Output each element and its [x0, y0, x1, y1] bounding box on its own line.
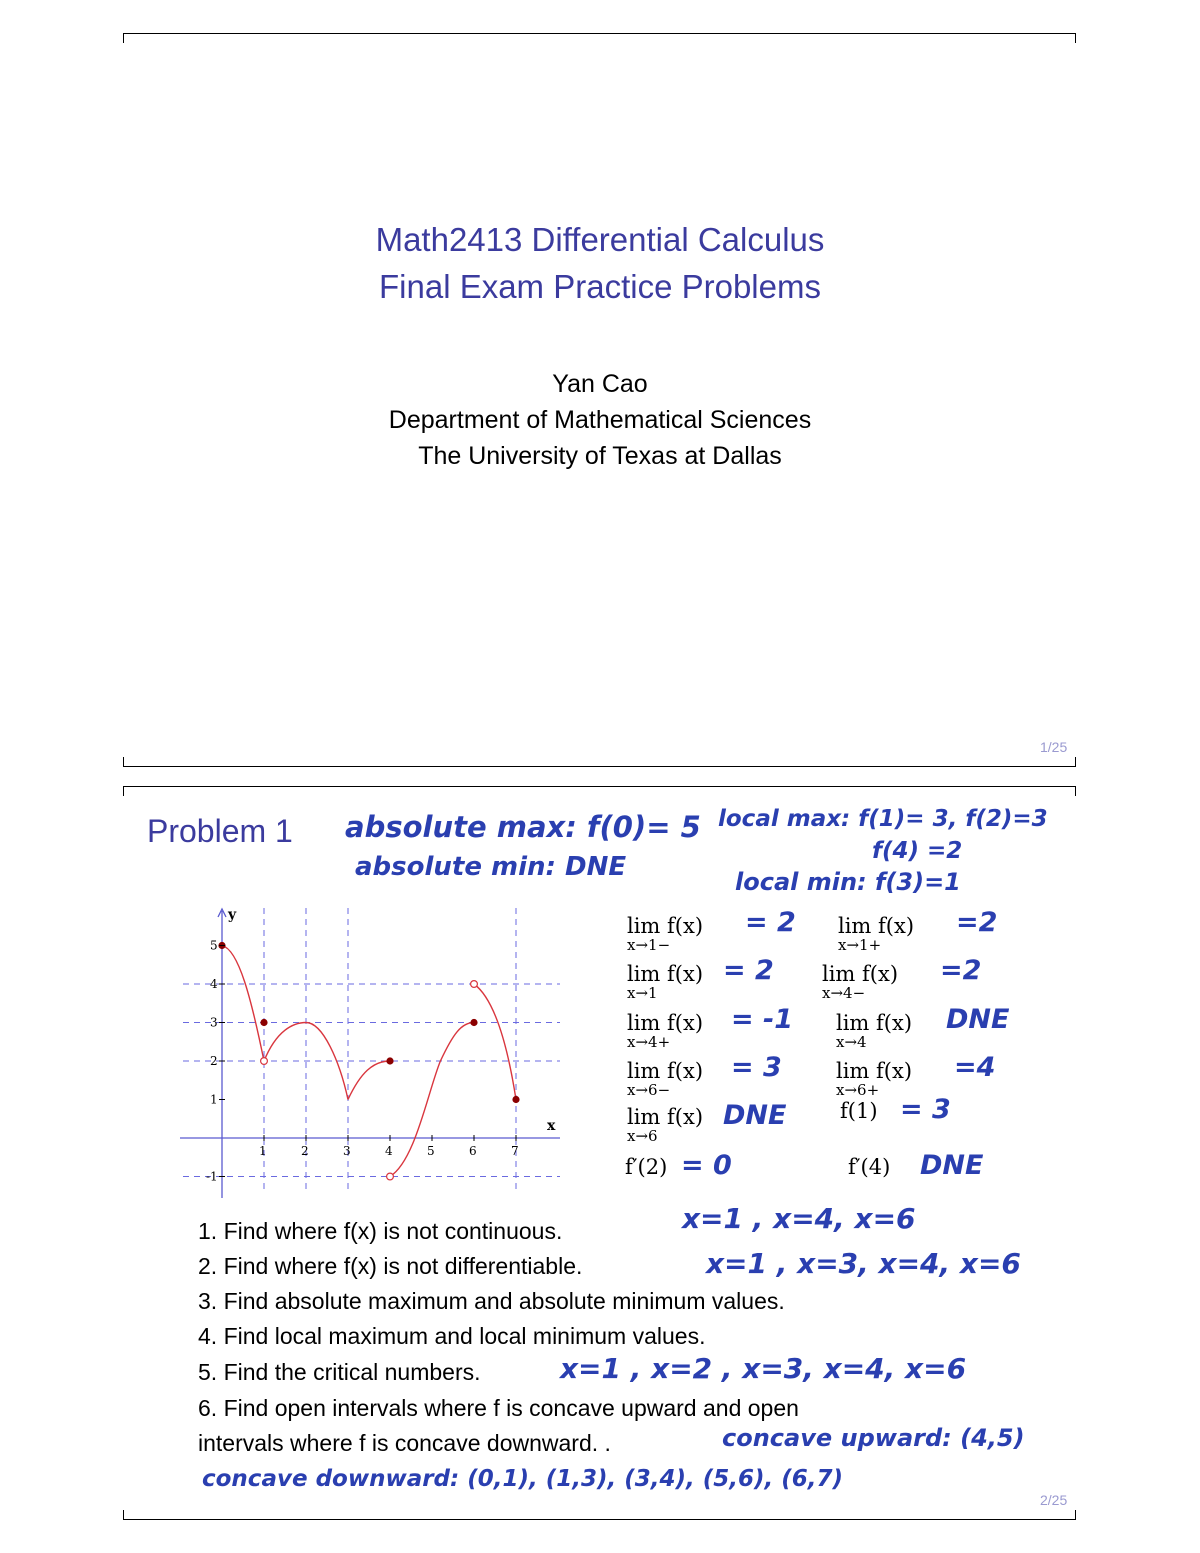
x-tick-label: 5 [427, 1144, 435, 1158]
limit-2 [838, 915, 914, 953]
hw-local-max-2: f(4) =2 [872, 838, 963, 864]
slide2-bottom-left-tick [123, 1510, 124, 1520]
limit-subscript: x→4+ [627, 1033, 671, 1051]
limit-subscript: x→6− [627, 1081, 671, 1099]
question-2-text: 2. Find where f(x) is not differentiable. [198, 1253, 583, 1279]
limit-5 [627, 1012, 703, 1050]
slide1-top-border [123, 33, 1076, 34]
limit-expression: f′(2) [625, 1155, 668, 1179]
limit-expression: lim f(x) [838, 914, 915, 938]
limit-answer-11: = 0 [681, 1150, 732, 1181]
concave-upward-answer: concave upward: (4,5) [722, 1424, 1025, 1452]
y-tick-label: 2 [210, 1054, 218, 1068]
limit-answer-10: = 3 [900, 1094, 951, 1125]
slide1-title-line2: Final Exam Practice Problems [379, 268, 821, 305]
hw-absolute-max: absolute max: f(0)= 5 [345, 810, 701, 844]
limit-expression: lim f(x) [836, 1059, 913, 1083]
slide2-bottom-right-tick [1075, 1510, 1076, 1520]
filled-point [470, 1019, 477, 1026]
limit-answer-5: = -1 [731, 1004, 794, 1035]
question-2-answer: x=1 , x=3, x=4, x=6 [706, 1247, 1021, 1280]
limit-9 [627, 1106, 703, 1144]
question-6-line2 [198, 1428, 611, 1458]
x-tick-label: 6 [469, 1144, 477, 1158]
limit-answer-3: = 2 [723, 955, 774, 986]
limit-answer-7: = 3 [731, 1052, 782, 1083]
x-tick-label: 2 [301, 1144, 309, 1158]
limit-subscript: x→1 [627, 984, 658, 1002]
x-tick-label: 4 [385, 1144, 393, 1158]
limit-expression: lim f(x) [627, 1105, 704, 1129]
filled-point [512, 1096, 519, 1103]
y-tick-label: -1 [206, 1169, 218, 1184]
question-6-text: 6. Find open intervals where f is concave upward and open [198, 1395, 799, 1421]
limit-answer-9: DNE [723, 1100, 787, 1131]
open-point [261, 1058, 268, 1065]
graph-axes [180, 909, 560, 1198]
limit-answer-4: =2 [940, 955, 982, 986]
limit-subscript: x→1+ [838, 936, 882, 954]
function-graph [175, 903, 570, 1203]
slide1-top-left-tick [123, 33, 124, 43]
limit-11 [625, 1156, 667, 1178]
question-6-text-2: intervals where f is concave downward. . [198, 1430, 611, 1456]
question-3 [198, 1286, 785, 1316]
x-tick-label: 3 [343, 1144, 351, 1158]
curve-segment-6-7 [474, 984, 516, 1100]
limit-answer-2: =2 [956, 907, 998, 938]
limit-expression: f(1) [840, 1099, 878, 1123]
slide1-bottom-right-tick [1075, 757, 1076, 767]
slide1-top-right-tick [1075, 33, 1076, 43]
hw-local-max: local max: f(1)= 3, f(2)=3 [718, 806, 1048, 832]
limit-subscript: x→1− [627, 936, 671, 954]
limit-10 [840, 1100, 878, 1122]
limit-8 [836, 1060, 912, 1098]
slide2-top-right-tick [1075, 786, 1076, 796]
question-4 [198, 1321, 705, 1351]
slide2-top-left-tick [123, 786, 124, 796]
filled-point [260, 1019, 267, 1026]
limit-expression: lim f(x) [836, 1011, 913, 1035]
y-axis-label: y [228, 907, 237, 923]
limit-answer-12: DNE [920, 1150, 984, 1181]
y-tick-label: 5 [210, 938, 218, 953]
x-axis-label: x [547, 1118, 556, 1134]
x-tick-label: 7 [511, 1144, 519, 1158]
slide2-bottom-border [123, 1519, 1076, 1520]
limit-answer-1: = 2 [745, 907, 796, 938]
graph-labels [206, 907, 556, 1184]
limit-subscript: x→4− [822, 984, 866, 1002]
slide2-page-number: 2/25 [1040, 1492, 1068, 1508]
limit-answer-6: DNE [946, 1004, 1010, 1035]
question-6-line1 [198, 1393, 799, 1423]
limit-expression: lim f(x) [627, 914, 704, 938]
question-1-text: 1. Find where f(x) is not continuous. [198, 1218, 563, 1244]
limit-answer-8: =4 [954, 1052, 996, 1083]
slide1-bottom-border [123, 766, 1076, 767]
limit-7 [627, 1060, 703, 1098]
question-4-text: 4. Find local maximum and local minimum values. [198, 1323, 706, 1349]
y-tick-label: 4 [210, 977, 218, 991]
slide1-title-line1: Math2413 Differential Calculus [375, 221, 825, 258]
y-tick-label: 3 [210, 1015, 218, 1030]
slide2-top-border [123, 786, 1076, 787]
curve-segment-3-4 [348, 1061, 390, 1100]
question-2 [198, 1251, 582, 1281]
slide1-bottom-left-tick [123, 757, 124, 767]
limit-3 [627, 963, 703, 1001]
limit-subscript: x→6+ [836, 1081, 880, 1099]
limit-expression: f′(4) [848, 1155, 891, 1179]
y-tick-label: 1 [210, 1092, 218, 1107]
open-point [387, 1173, 394, 1180]
limit-subscript: x→6 [627, 1127, 658, 1145]
slide1-department: Department of Mathematical Sciences [388, 406, 812, 434]
limit-12 [848, 1156, 890, 1178]
hw-local-min: local min: f(3)=1 [735, 868, 961, 896]
limit-expression: lim f(x) [627, 1011, 704, 1035]
limit-expression: lim f(x) [627, 962, 704, 986]
question-5 [198, 1357, 481, 1387]
problem-title: Problem 1 [147, 813, 293, 849]
hw-absolute-min: absolute min: DNE [355, 852, 627, 882]
question-3-text: 3. Find absolute maximum and absolute minimum values. [198, 1288, 785, 1314]
limit-subscript: x→4 [836, 1033, 867, 1051]
question-1 [198, 1216, 562, 1246]
question-5-text: 5. Find the critical numbers. [198, 1359, 481, 1385]
graph-grid [183, 908, 560, 1193]
slide1-page-number: 1/25 [1040, 739, 1068, 755]
question-1-answer: x=1 , x=4, x=6 [682, 1202, 916, 1235]
slide1-university: The University of Texas at Dallas [418, 442, 782, 470]
concave-downward-answer: concave downward: (0,1), (1,3), (3,4), (5,6), (6,7) [202, 1466, 844, 1492]
curve-segment-0-1 [222, 946, 264, 1062]
filled-point [386, 1057, 393, 1064]
limit-expression: lim f(x) [822, 962, 899, 986]
limit-1 [627, 915, 703, 953]
open-point [471, 981, 478, 988]
limit-expression: lim f(x) [627, 1059, 704, 1083]
question-5-answer: x=1 , x=2 , x=3, x=4, x=6 [560, 1352, 967, 1385]
slide1-author: Yan Cao [552, 370, 648, 398]
limit-4 [822, 963, 898, 1001]
limit-6 [836, 1012, 912, 1050]
x-tick-label: 1 [259, 1144, 267, 1158]
